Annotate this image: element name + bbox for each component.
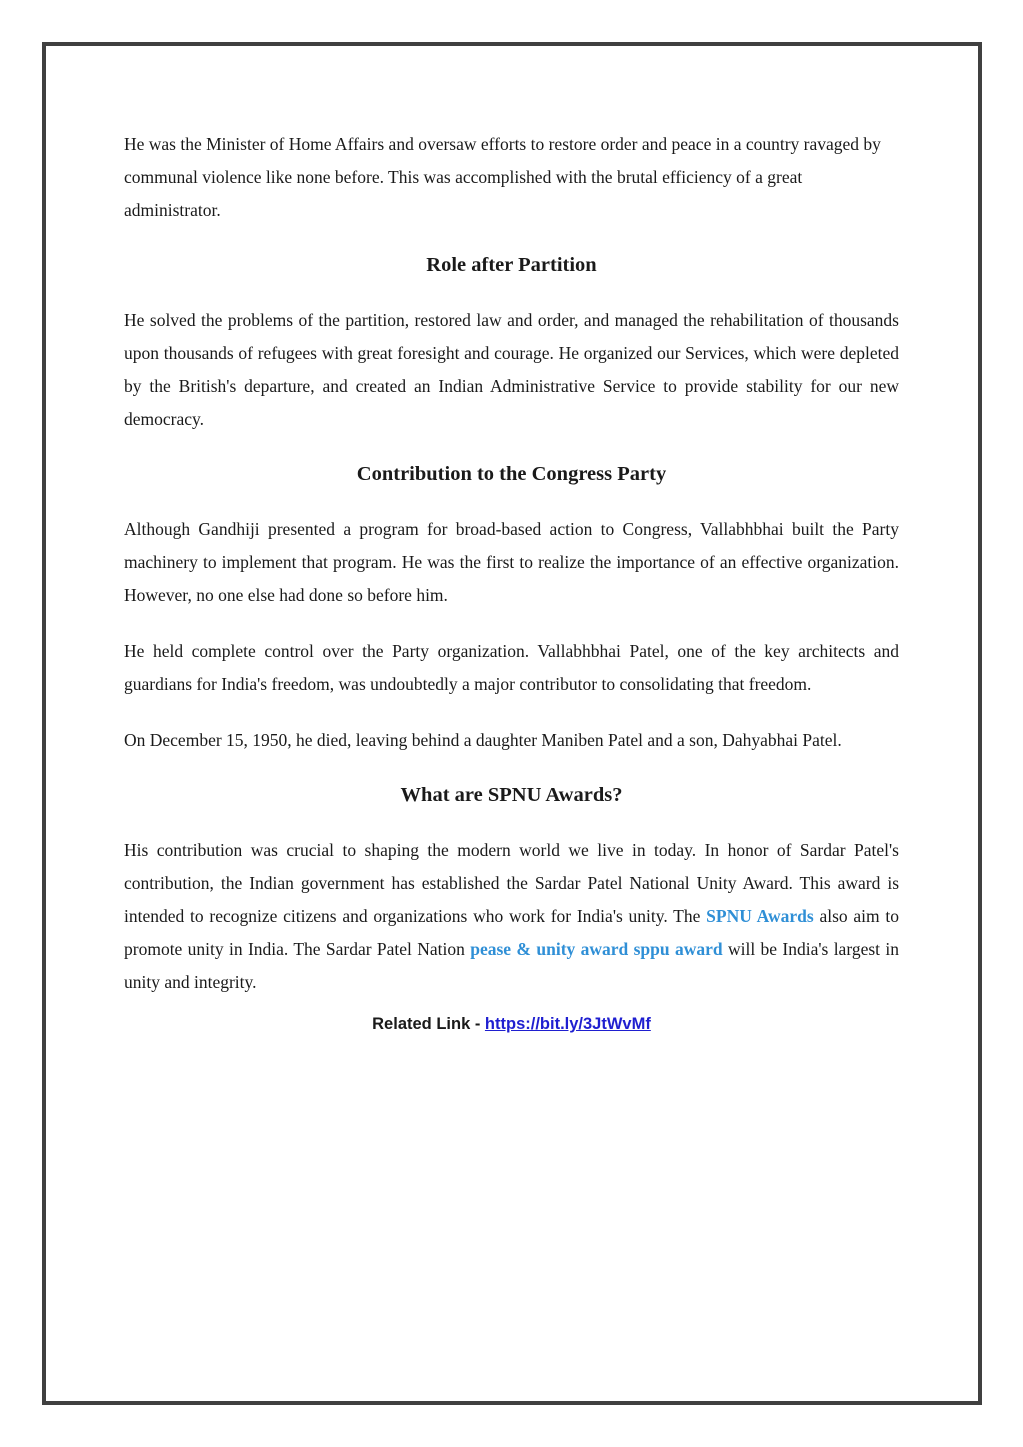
related-link-url[interactable]: https://bit.ly/3JtWvMf	[484, 1015, 651, 1033]
heading-role-after-partition: Role after Partition	[426, 254, 597, 276]
document-body	[124, 128, 899, 1036]
paragraph-spnu-text-3: will be India's largest in unity and integrity.	[124, 939, 899, 992]
paragraph-congress-2: He held complete control over the Party organization. Vallabhbhai Patel, one of the key architects and guardians for India's freedom, was undoubtedly a major contributor to consolidating that freedom.	[124, 641, 899, 694]
spnu-awards-link[interactable]: SPNU Awards	[706, 906, 814, 926]
related-link-line	[124, 1012, 899, 1036]
paragraph-spnu-text-1: His contribution was crucial to shaping the modern world we live in today. In honor of Sardar Patel's contribution, the Indian government has established the Sardar Patel National Unity Award. This award is intended to recognize citizens and organizations who work for India's unity. The	[124, 840, 899, 926]
paragraph-spnu-text-2: also aim to promote unity in India. The Sardar Patel Nation	[124, 906, 899, 959]
related-link-label: Related Link -	[372, 1015, 485, 1033]
paragraph-death: On December 15, 1950, he died, leaving behind a daughter Maniben Patel and a son, Dahyabhai Patel.	[124, 730, 842, 750]
paragraph-intro: He was the Minister of Home Affairs and oversaw efforts to restore order and peace in a country ravaged by communal violence like none before. This was accomplished with the brutal efficiency of a great administrator.	[124, 134, 881, 220]
heading-congress-contribution: Contribution to the Congress Party	[356, 463, 667, 485]
heading-spnu-awards: What are SPNU Awards?	[400, 784, 623, 806]
paragraph-spnu	[124, 834, 899, 999]
paragraph-role: He solved the problems of the partition, restored law and order, and managed the rehabilitation of thousands upon thousands of refugees with great foresight and courage. He organized our Services, which were depleted by the British's departure, and created an Indian Administrative Service to provide stability for our new democracy.	[124, 310, 899, 429]
paragraph-congress-1: Although Gandhiji presented a program for broad-based action to Congress, Vallabhbhai built the Party machinery to implement that program. He was the first to realize the importance of an effective organization. However, no one else had done so before him.	[124, 519, 899, 605]
pease-unity-award-link[interactable]: pease & unity award sppu award	[470, 939, 723, 959]
